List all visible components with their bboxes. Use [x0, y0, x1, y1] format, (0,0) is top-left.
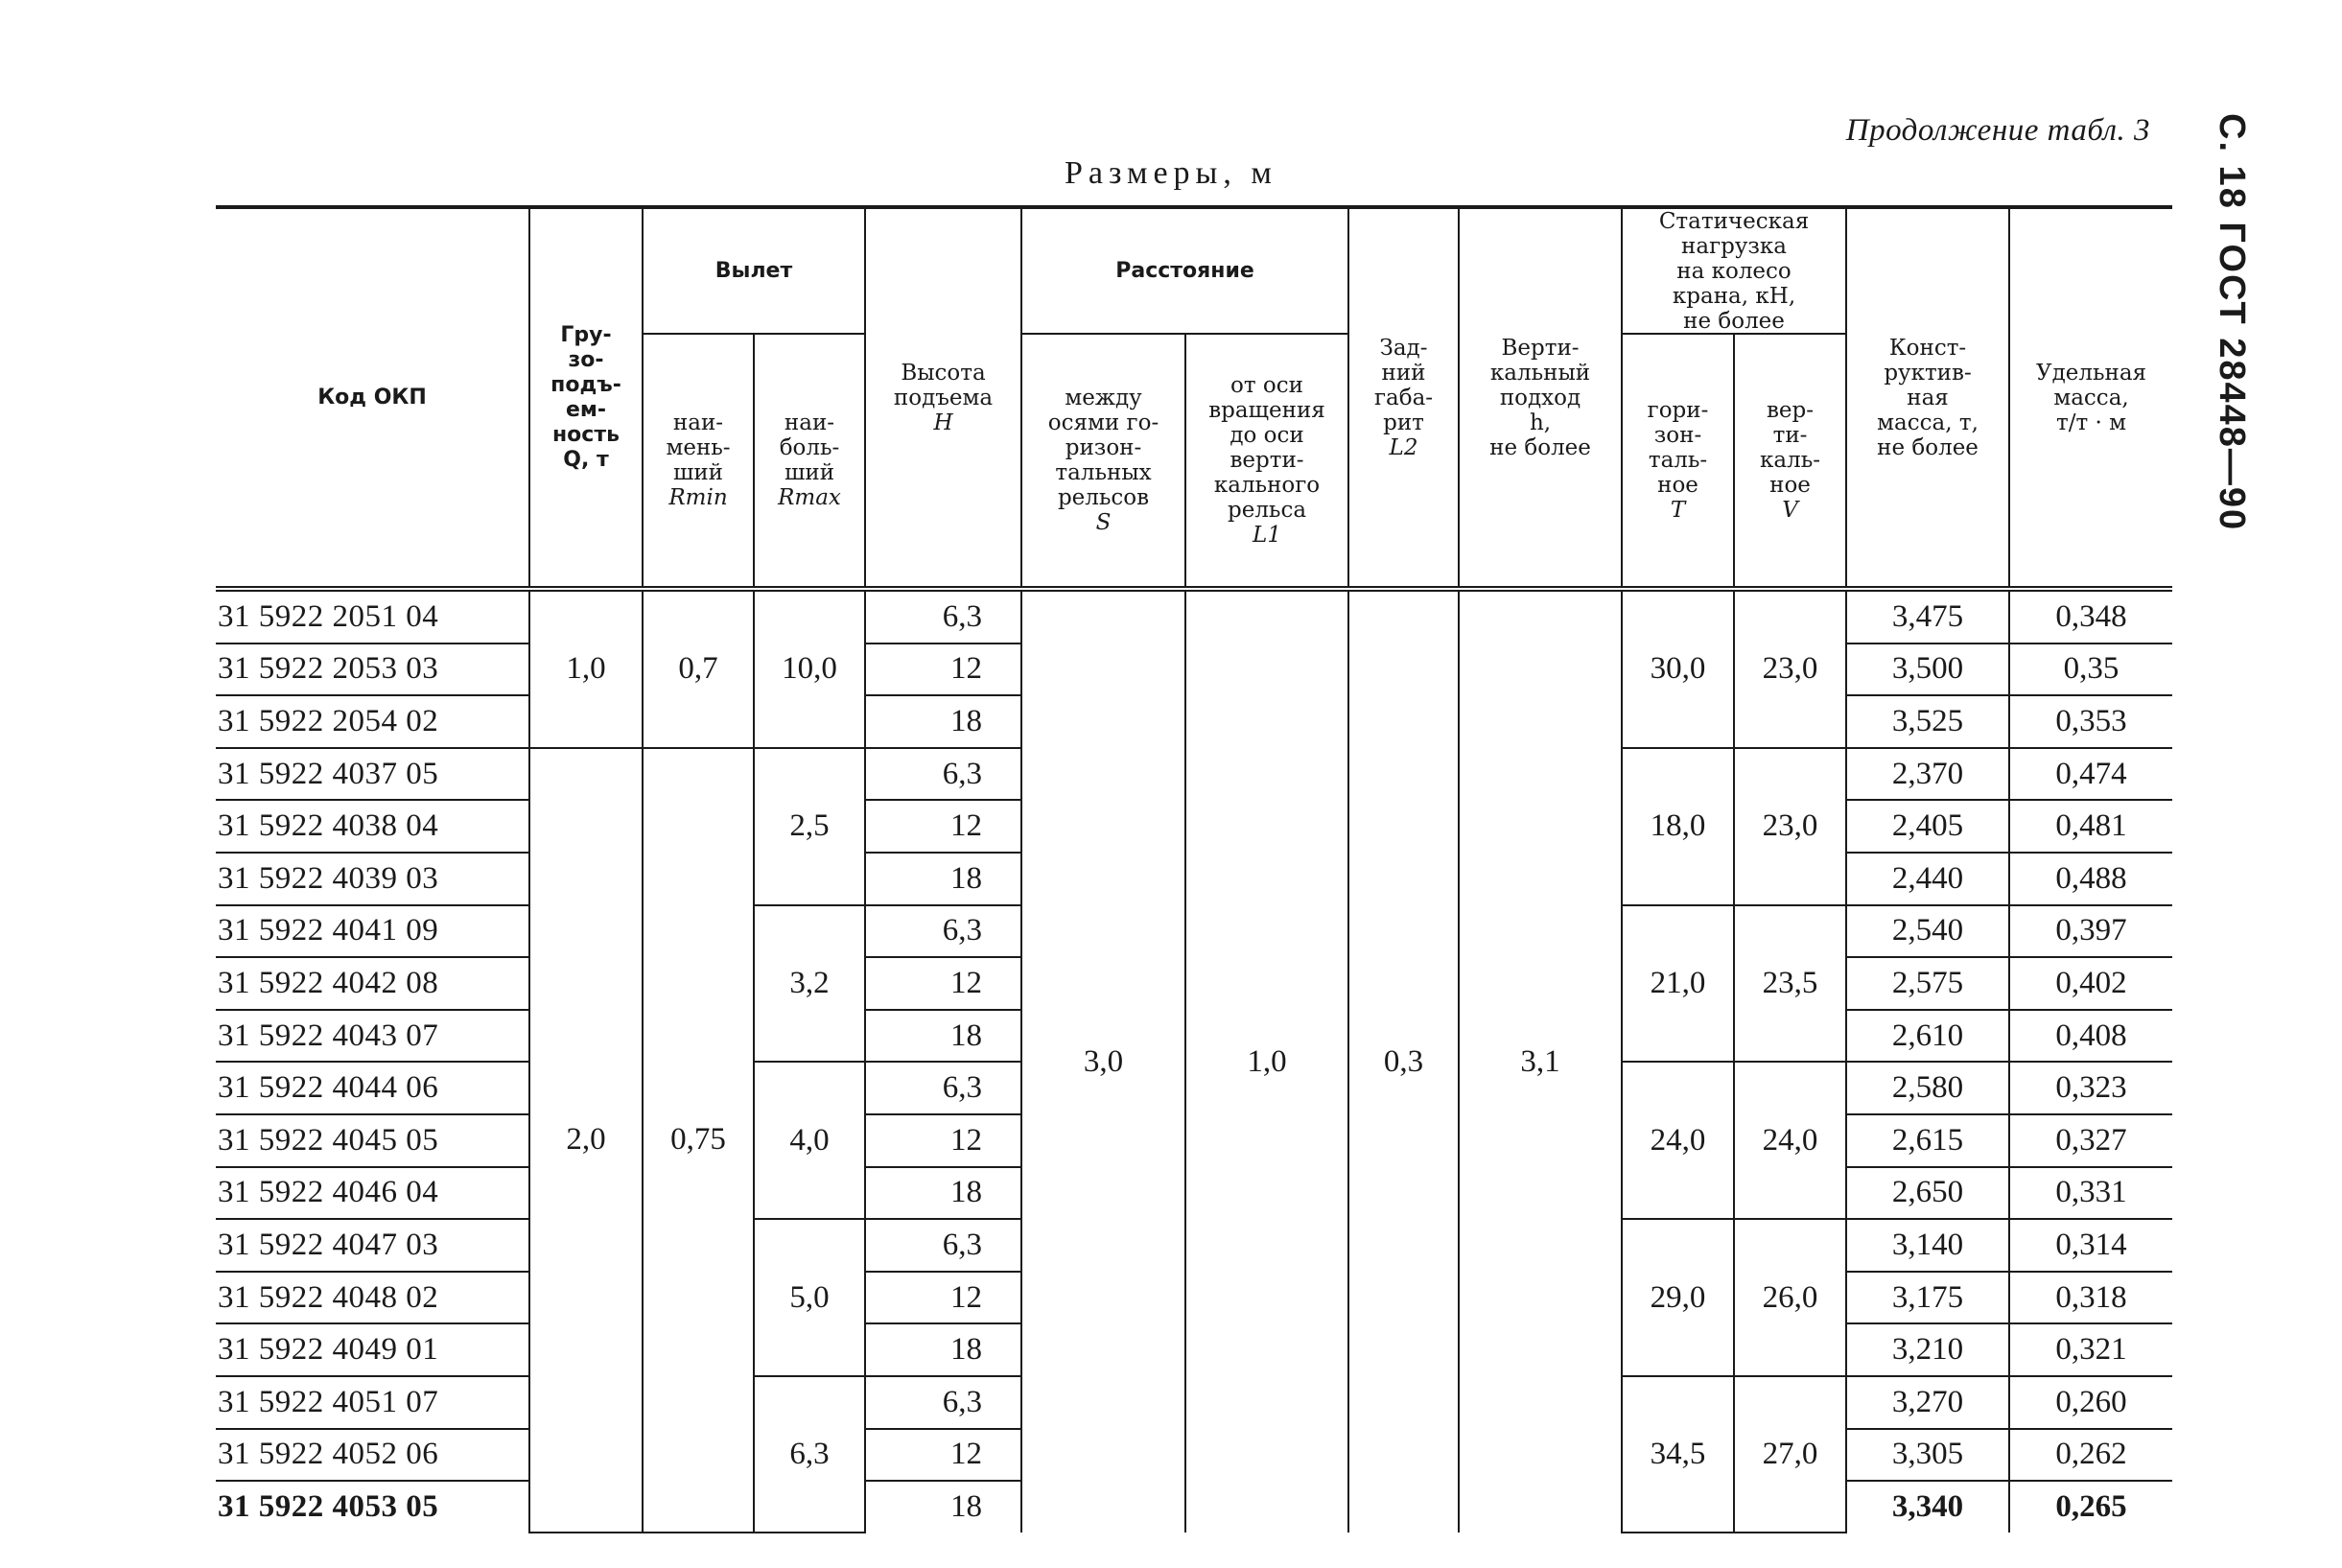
mass-value: 3,340: [1846, 1481, 2009, 1533]
header-load-horizontal-line: зон-: [1653, 423, 1702, 448]
okp-code: 31 5922 4043 07: [216, 1010, 529, 1063]
height-value: 18: [865, 1010, 1021, 1063]
header-height-line: H: [933, 410, 953, 435]
header-dist-rails-line: тальных: [1055, 460, 1152, 485]
header-approach-line: не более: [1489, 434, 1591, 460]
header-load-horizontal-line: таль-: [1648, 448, 1708, 473]
header-capacity-line: ем-: [565, 397, 607, 422]
height-value: 6,3: [865, 589, 1021, 644]
header-approach: [1459, 207, 1622, 589]
specific-mass-value: 0,265: [2009, 1481, 2172, 1533]
header-load-vertical-line: ти-: [1772, 423, 1808, 448]
mass-value: 3,475: [1846, 589, 2009, 644]
header-height: [865, 207, 1021, 589]
header-dist-axis-line: рельса: [1227, 498, 1307, 523]
load-horizontal-value: 21,0: [1622, 905, 1734, 1063]
specific-mass-value: 0,397: [2009, 905, 2172, 958]
header-static-load-line: нагрузка: [1681, 234, 1788, 259]
header-reach-min-line: Rmin: [668, 485, 728, 510]
specific-mass-value: 0,408: [2009, 1010, 2172, 1063]
header-code: Код ОКП: [216, 207, 529, 589]
header-load-horizontal-line: гори-: [1647, 398, 1709, 423]
table-body: [216, 589, 2172, 1533]
header-rear-line: L2: [1389, 434, 1418, 460]
header-rear: [1348, 207, 1459, 589]
header-dist-axis: [1185, 334, 1348, 589]
mass-value: 3,140: [1846, 1219, 2009, 1272]
okp-code: 31 5922 4042 08: [216, 957, 529, 1010]
header-load-vertical-line: V: [1782, 498, 1798, 523]
header-reach-max-line: ший: [784, 460, 835, 485]
reach-max-value: 3,2: [754, 905, 865, 1063]
table-row: [216, 589, 2172, 644]
height-value: 6,3: [865, 1219, 1021, 1272]
header-static-load-line: не более: [1683, 309, 1785, 334]
shared-s-value: 3,0: [1021, 589, 1185, 1533]
header-dist-axis-line: до оси: [1230, 423, 1304, 448]
specific-mass-value: 0,481: [2009, 800, 2172, 853]
load-horizontal-value: 29,0: [1622, 1219, 1734, 1376]
height-value: 12: [865, 1114, 1021, 1167]
height-value: 18: [865, 695, 1021, 748]
page-side-header: С. 18 ГОСТ 28448—90: [2212, 113, 2252, 532]
okp-code: 31 5922 4037 05: [216, 748, 529, 801]
specific-mass-value: 0,314: [2009, 1219, 2172, 1272]
header-dist-axis-line: верти-: [1230, 448, 1304, 473]
header-reach-max-line: Rmax: [778, 485, 841, 510]
specific-mass-value: 0,402: [2009, 957, 2172, 1010]
header-capacity-line: ность: [551, 422, 621, 447]
header-reach-max: [754, 334, 865, 589]
header-mass-line: ная: [1907, 385, 1949, 410]
okp-code: 31 5922 2054 02: [216, 695, 529, 748]
capacity-value: 1,0: [529, 589, 643, 748]
mass-value: 2,370: [1846, 748, 2009, 801]
okp-code: 31 5922 4051 07: [216, 1376, 529, 1429]
header-capacity-line: зо-: [568, 347, 604, 372]
reach-max-value: 2,5: [754, 748, 865, 905]
okp-code: 31 5922 2053 03: [216, 644, 529, 696]
header-static-load: [1622, 207, 1846, 334]
specific-mass-value: 0,260: [2009, 1376, 2172, 1429]
header-dist-axis-line: от оси: [1230, 373, 1303, 398]
header-approach-line: h,: [1529, 410, 1552, 435]
header-mass-line: руктив-: [1884, 360, 1972, 386]
reach-max-value: 6,3: [754, 1376, 865, 1533]
header-reach-min-line: мень-: [666, 435, 731, 460]
height-value: 12: [865, 800, 1021, 853]
header-dist-rails-line: ризон-: [1065, 435, 1142, 460]
load-vertical-value: 23,5: [1734, 905, 1846, 1063]
load-horizontal-value: 30,0: [1622, 589, 1734, 748]
header-approach-line: кальный: [1489, 360, 1591, 386]
header-distance: Расстояние: [1021, 207, 1348, 334]
height-value: 18: [865, 853, 1021, 905]
header-height-line: подъема: [893, 385, 994, 410]
okp-code: 31 5922 4046 04: [216, 1167, 529, 1220]
sizes-title: Размеры, м: [1065, 155, 1277, 191]
okp-code: 31 5922 4041 09: [216, 905, 529, 958]
header-rear-line: габа-: [1373, 385, 1434, 410]
header-approach-line: подход: [1499, 385, 1581, 410]
load-vertical-value: 24,0: [1734, 1062, 1846, 1219]
mass-value: 3,270: [1846, 1376, 2009, 1429]
header-load-vertical-line: вер-: [1766, 398, 1815, 423]
okp-code: 31 5922 4053 05: [218, 1488, 439, 1524]
okp-code: 31 5922 2051 04: [216, 589, 529, 644]
header-reach-min: [643, 334, 754, 589]
header-load-vertical-line: ное: [1769, 473, 1811, 498]
height-value: 18: [865, 1481, 1021, 1533]
okp-code: 31 5922 4047 03: [216, 1219, 529, 1272]
header-mass-line: Конст-: [1888, 335, 1967, 361]
okp-code: 31 5922 4038 04: [216, 800, 529, 853]
mass-value: 3,305: [1846, 1429, 2009, 1482]
header-static-load-line: на колесо: [1676, 259, 1792, 284]
height-value: 12: [865, 1272, 1021, 1324]
okp-code: 31 5922 4052 06: [216, 1429, 529, 1482]
header-capacity-line: Q, т: [563, 447, 609, 472]
capacity-value: 2,0: [529, 748, 643, 1533]
header-reach: Вылет: [643, 207, 865, 334]
crane-spec-table: [216, 205, 2172, 1533]
header-dist-rails-line: осями го-: [1047, 410, 1159, 435]
specific-mass-value: 0,353: [2009, 695, 2172, 748]
header-rear-line: ний: [1381, 360, 1426, 386]
header-mass-line: не более: [1877, 434, 1979, 460]
reach-min-value: 0,75: [643, 748, 754, 1533]
header-mass: [1846, 207, 2009, 589]
shared-h-value: 3,1: [1459, 589, 1622, 1533]
height-value: 18: [865, 1323, 1021, 1376]
header-dist-rails-line: между: [1065, 386, 1142, 410]
okp-code: 31 5922 4039 03: [216, 853, 529, 905]
reach-min-value: 0,7: [643, 589, 754, 748]
specific-mass-value: 0,331: [2009, 1167, 2172, 1220]
header-reach-min-line: ший: [672, 460, 724, 485]
okp-code: 31 5922 4049 01: [216, 1323, 529, 1376]
mass-value: 2,440: [1846, 853, 2009, 905]
height-value: 12: [865, 644, 1021, 696]
header-spec-mass-line: Удельная: [2035, 360, 2147, 386]
specific-mass-value: 0,474: [2009, 748, 2172, 801]
load-horizontal-value: 18,0: [1622, 748, 1734, 905]
header-capacity-line: подъ-: [550, 372, 621, 397]
load-vertical-value: 23,0: [1734, 748, 1846, 905]
height-value: 12: [865, 957, 1021, 1010]
reach-max-value: 10,0: [754, 589, 865, 748]
header-approach-line: Верти-: [1501, 335, 1580, 361]
header-capacity-line: Гру-: [560, 322, 612, 347]
header-load-horizontal: [1622, 334, 1734, 589]
load-horizontal-value: 24,0: [1622, 1062, 1734, 1219]
header-load-vertical-line: каль-: [1760, 448, 1821, 473]
header-static-load-line: крана, кН,: [1672, 284, 1796, 309]
height-value: 6,3: [865, 748, 1021, 801]
height-value: 6,3: [865, 1376, 1021, 1429]
header-rear-line: Зад-: [1379, 335, 1428, 361]
height-value: 18: [865, 1167, 1021, 1220]
mass-value: 2,575: [1846, 957, 2009, 1010]
header-reach-max-line: наи-: [784, 410, 835, 435]
header-reach-max-line: боль-: [779, 435, 840, 460]
mass-value: 3,210: [1846, 1323, 2009, 1376]
reach-max-value: 4,0: [754, 1062, 865, 1219]
header-dist-rails-line: S: [1095, 510, 1112, 535]
header-rear-line: рит: [1383, 410, 1424, 435]
header-spec-mass-line: т/т · м: [2056, 410, 2127, 435]
header-dist-axis-line: L1: [1253, 523, 1281, 548]
specific-mass-value: 0,323: [2009, 1062, 2172, 1114]
header-spec-mass: [2009, 207, 2172, 589]
specific-mass-value: 0,321: [2009, 1323, 2172, 1376]
specific-mass-value: 0,318: [2009, 1272, 2172, 1324]
okp-code: 31 5922 4044 06: [216, 1062, 529, 1114]
mass-value: 2,615: [1846, 1114, 2009, 1167]
header-reach-min-line: наи-: [672, 410, 724, 435]
specific-mass-value: 0,262: [2009, 1429, 2172, 1482]
height-value: 12: [865, 1429, 1021, 1482]
header-height-line: Высота: [901, 360, 986, 386]
shared-l2-value: 0,3: [1348, 589, 1459, 1533]
load-vertical-value: 26,0: [1734, 1219, 1846, 1376]
specific-mass-value: 0,488: [2009, 853, 2172, 905]
shared-l1-value: 1,0: [1185, 589, 1348, 1533]
mass-value: 2,650: [1846, 1167, 2009, 1220]
okp-code: 31 5922 4048 02: [216, 1272, 529, 1324]
continuation-label: Продолжение табл. 3: [1845, 113, 2150, 148]
header-dist-rails-line: рельсов: [1057, 485, 1150, 510]
header-load-horizontal-line: T: [1670, 498, 1686, 523]
header-dist-axis-line: вращения: [1208, 398, 1325, 423]
header-dist-axis-line: кального: [1213, 473, 1321, 498]
load-vertical-value: 27,0: [1734, 1376, 1846, 1533]
specific-mass-value: 0,35: [2009, 644, 2172, 696]
header-dist-rails: [1021, 334, 1185, 589]
okp-code: 31 5922 4045 05: [216, 1114, 529, 1167]
header-static-load-line: Статическая: [1658, 209, 1810, 234]
specific-mass-value: 0,348: [2009, 589, 2172, 644]
header-load-vertical: [1734, 334, 1846, 589]
header-spec-mass-line: масса,: [2053, 385, 2129, 410]
mass-value: 2,540: [1846, 905, 2009, 958]
mass-value: 2,580: [1846, 1062, 2009, 1114]
header-mass-line: масса, т,: [1877, 410, 1979, 435]
load-vertical-value: 23,0: [1734, 589, 1846, 748]
mass-value: 3,525: [1846, 695, 2009, 748]
height-value: 6,3: [865, 905, 1021, 958]
mass-value: 2,610: [1846, 1010, 2009, 1063]
load-horizontal-value: 34,5: [1622, 1376, 1734, 1533]
table-header: [216, 207, 2172, 589]
specific-mass-value: 0,327: [2009, 1114, 2172, 1167]
height-value: 6,3: [865, 1062, 1021, 1114]
header-capacity: [529, 207, 643, 589]
header-load-horizontal-line: ное: [1657, 473, 1698, 498]
mass-value: 2,405: [1846, 800, 2009, 853]
mass-value: 3,500: [1846, 644, 2009, 696]
mass-value: 3,175: [1846, 1272, 2009, 1324]
reach-max-value: 5,0: [754, 1219, 865, 1376]
